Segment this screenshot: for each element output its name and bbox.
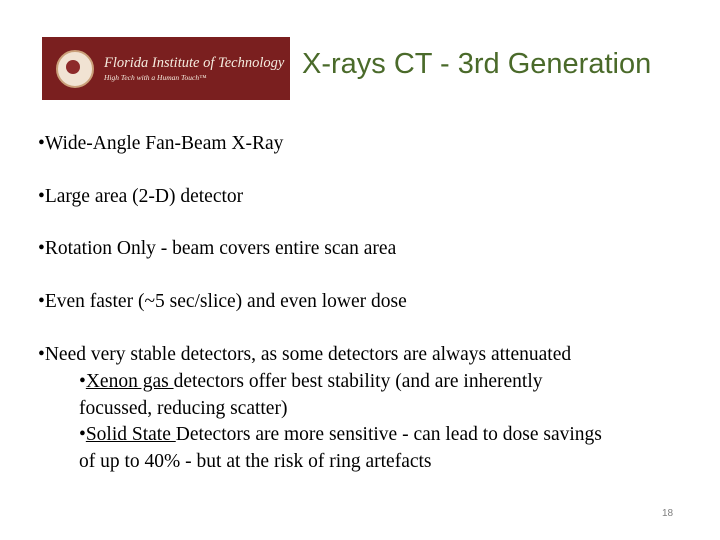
logo-name: Florida Institute of Technology (104, 55, 285, 71)
bullet-item: •Large area (2-D) detector (38, 186, 244, 207)
slide-title: X-rays CT - 3rd Generation (302, 48, 652, 80)
logo-tagline: High Tech with a Human Touch™ (104, 72, 207, 82)
bullet-item: •Wide-Angle Fan-Beam X-Ray (38, 133, 284, 154)
sub-bullet-marker: • (79, 371, 86, 392)
bullet-item: •Need very stable detectors, as some detectors are always attenuated (38, 344, 572, 365)
sub-bullet-marker: • (79, 424, 86, 445)
page-number: 18 (662, 508, 674, 519)
sub-bullet-solid-state (79, 421, 602, 448)
bullet-item: •Rotation Only - beam covers entire scan area (38, 238, 397, 259)
sub-bullet-continuation: of up to 40% - but at the risk of ring artefacts (79, 451, 432, 472)
xenon-gas-term: Xenon gas (85, 371, 174, 392)
solid-state-term: Solid State (85, 424, 176, 445)
sub-bullet-continuation: focussed, reducing scatter) (79, 398, 288, 419)
institution-logo (42, 37, 290, 100)
seal-icon (56, 50, 94, 88)
sub-bullet-text: detectors offer best stability (and are inherently (173, 371, 543, 392)
bullet-item: •Even faster (~5 sec/slice) and even lower dose (38, 291, 407, 312)
sub-bullet-text: Detectors are more sensitive - can lead to dose savings (175, 424, 602, 445)
sub-bullet-xenon (79, 368, 542, 395)
